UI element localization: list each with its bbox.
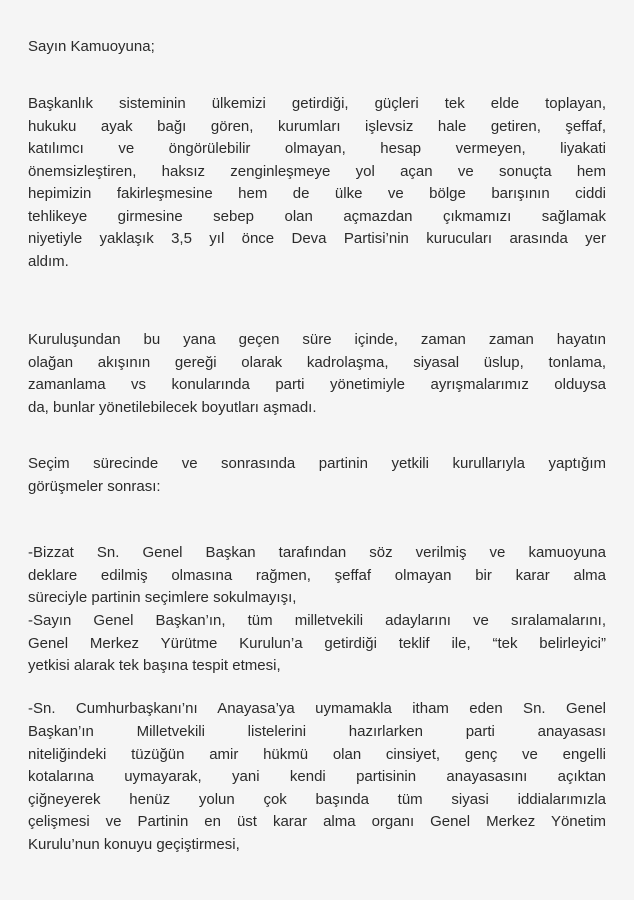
paragraph-line: çelişmesi ve Partinin en üst karar alma organı Genel Merkez Yönetim [28, 813, 606, 830]
paragraph-line: niyetiyle yaklaşık 3,5 yıl önce Deva Partisi’nin kurucuları arasında yer [28, 230, 606, 247]
paragraph-line: Başkan’ın Milletvekili listelerini hazırlarken parti anayasası [28, 723, 606, 740]
paragraph-line: hukuku ayak bağı gören, kurumları işlevsiz hale getiren, şeffaf, [28, 118, 606, 135]
paragraph-line: Genel Merkez Yürütme Kurulun’a getirdiği teklif ile, “tek belirleyici” [28, 635, 606, 652]
paragraph-line: hepimizin fakirleşmesine hem de ülke ve bölge barışının ciddi [28, 185, 606, 202]
paragraph-line: tehlikeye girmesine sebep olan açmazdan çıkmamızı sağlamak [28, 208, 606, 225]
paragraph-line: katılımcı ve öngörülebilir olmayan, hesap vermeyen, liyakati [28, 140, 606, 157]
salutation: Sayın Kamuoyuna; [28, 38, 155, 55]
paragraph-line: çiğneyerek henüz yolun çok başında tüm siyasi iddialarımızla [28, 791, 606, 808]
paragraph-line: görüşmeler sonrası: [28, 478, 161, 495]
paragraph-line: -Sayın Genel Başkan’ın, tüm milletvekili adaylarını ve sıralamalarını, [28, 612, 606, 629]
paragraph-line: aldım. [28, 253, 69, 270]
paragraph-line: -Bizzat Sn. Genel Başkan tarafından söz verilmiş ve kamuoyuna [28, 544, 606, 561]
paragraph-line: zamanlama vs konularında parti yönetimiyle ayrışmalarımız olduysa [28, 376, 606, 393]
paragraph-line: Kurulu’nun konuyu geçiştirmesi, [28, 836, 240, 853]
paragraph-line: niteliğindeki tüzüğün amir hükmü olan cinsiyet, genç ve engelli [28, 746, 606, 763]
paragraph-line: yetkisi alarak tek başına tespit etmesi, [28, 657, 281, 674]
paragraph-line: kotalarına uymayarak, yani kendi partisinin anayasasını açıktan [28, 768, 606, 785]
paragraph-line: da, bunlar yönetilebilecek boyutları aşmadı. [28, 399, 317, 416]
paragraph-line: önemsizleştiren, haksız zenginleşmeye yol açan ve sonuçta hem [28, 163, 606, 180]
paragraph-line: -Sn. Cumhurbaşkanı’nı Anayasa’ya uymamakla itham eden Sn. Genel [28, 700, 606, 717]
paragraph-line: Kuruluşundan bu yana geçen süre içinde, zaman zaman hayatın [28, 331, 606, 348]
paragraph-line: deklare edilmiş olmasına rağmen, şeffaf olmayan bir karar alma [28, 567, 606, 584]
paragraph-line: süreciyle partinin seçimlere sokulmayışı, [28, 589, 297, 606]
paragraph-line: Başkanlık sisteminin ülkemizi getirdiği, güçleri tek elde toplayan, [28, 95, 606, 112]
paragraph-line: olağan akışının gereği olarak kadrolaşma, siyasal üslup, tonlama, [28, 354, 606, 371]
paragraph-line: Seçim sürecinde ve sonrasında partinin yetkili kurullarıyla yaptığım [28, 455, 606, 472]
